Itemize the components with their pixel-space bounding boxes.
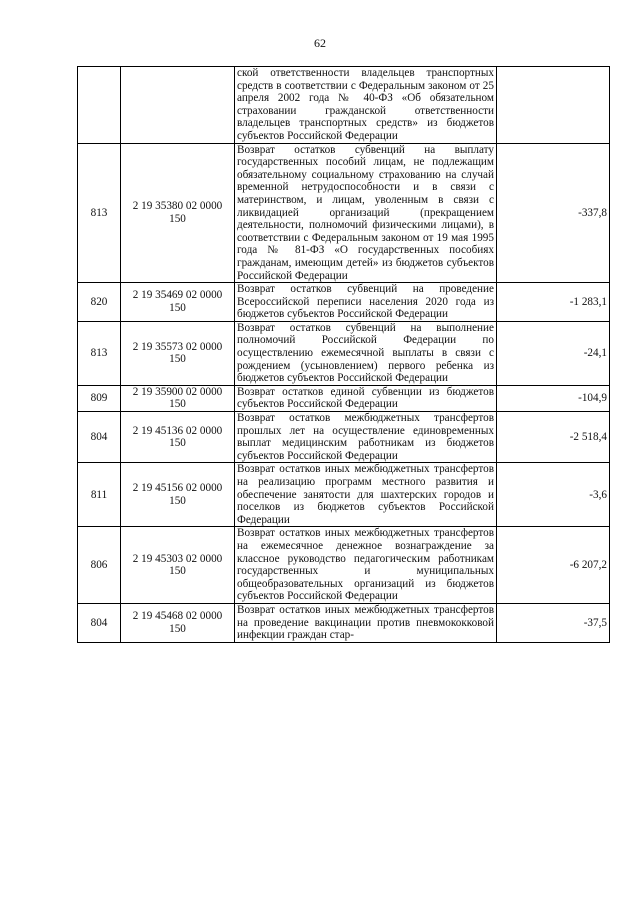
table-row [78, 527, 610, 604]
amount-cell: -6 207,2 [497, 527, 610, 604]
description-cell: Возврат остатков межбюджетных трансфертов прошлых лет на осуществление единовременных выплат медицинским работникам из бюджетов субъектов Российской Федерации [235, 412, 497, 463]
amount-cell: -2 518,4 [497, 412, 610, 463]
kbk-code-cell: 2 19 45156 02 0000 150 [121, 463, 235, 527]
kbk-code-cell: 2 19 35573 02 0000 150 [121, 321, 235, 385]
kbk-code-cell: 2 19 35469 02 0000 150 [121, 283, 235, 322]
table-row [78, 603, 610, 642]
kbk-code-cell: 2 19 45468 02 0000 150 [121, 603, 235, 642]
description-cell: Возврат остатков субвенций на выплату государственных пособий лицам, не подлежащим обязательному социальному страхованию на случай временной нетрудоспособности и в связи с материнством, и лицам, уволенным в связи с ликвидацией организаций (прекращением деятельности, полномочий физическими лицами), в соответствии с Федеральным законом от 19 мая 1995 года № 81-ФЗ «О государственных пособиях гражданам, имеющим детей» из бюджетов субъектов Российской Федерации [235, 143, 497, 283]
table-row [78, 283, 610, 322]
admin-code-cell: 804 [78, 603, 121, 642]
table-row [78, 67, 610, 144]
admin-code-cell: 813 [78, 143, 121, 283]
amount-cell: -37,5 [497, 603, 610, 642]
amount-cell: -337,8 [497, 143, 610, 283]
description-cell: Возврат остатков единой субвенции из бюджетов субъектов Российской Федерации [235, 385, 497, 411]
table-row [78, 463, 610, 527]
kbk-code-cell: 2 19 35900 02 0000 150 [121, 385, 235, 411]
table-row [78, 385, 610, 411]
admin-code-cell: 820 [78, 283, 121, 322]
kbk-code-cell [121, 67, 235, 144]
budget-returns-table [77, 66, 610, 643]
admin-code-cell: 809 [78, 385, 121, 411]
description-cell: Возврат остатков иных межбюджетных трансфертов на реализацию программ местного развития и обеспечение занятости для шахтерских городов и поселков из бюджетов субъектов Российской Федерации [235, 463, 497, 527]
kbk-code-cell: 2 19 45136 02 0000 150 [121, 412, 235, 463]
amount-cell [497, 67, 610, 144]
amount-cell: -1 283,1 [497, 283, 610, 322]
amount-cell: -24,1 [497, 321, 610, 385]
page-number: 62 [314, 36, 326, 50]
kbk-code-cell: 2 19 45303 02 0000 150 [121, 527, 235, 604]
amount-cell: -104,9 [497, 385, 610, 411]
description-cell: Возврат остатков иных межбюджетных трансфертов на ежемесячное денежное вознаграждение за классное руководство педагогическим работникам государственных и муниципальных общеобразовательных организаций из бюджетов субъектов Российской Федерации [235, 527, 497, 604]
admin-code-cell: 806 [78, 527, 121, 604]
description-cell: Возврат остатков субвенций на выполнение полномочий Российской Федерации по осуществлению ежемесячной выплаты в связи с рождением (усыновлением) первого ребенка из бюджетов субъектов Российской Федерации [235, 321, 497, 385]
admin-code-cell: 811 [78, 463, 121, 527]
description-cell: Возврат остатков субвенций на проведение Всероссийской переписи населения 2020 года из бюджетов субъектов Российской Федерации [235, 283, 497, 322]
admin-code-cell: 804 [78, 412, 121, 463]
admin-code-cell [78, 67, 121, 144]
table-row [78, 143, 610, 283]
description-cell: ской ответственности владельцев транспортных средств в соответствии с Федеральным законом от 25 апреля 2002 года № 40-ФЗ «Об обязательном страховании гражданской ответственности владельцев транспортных средств» из бюджетов субъектов Российской Федерации [235, 67, 497, 144]
admin-code-cell: 813 [78, 321, 121, 385]
amount-cell: -3,6 [497, 463, 610, 527]
table-row [78, 321, 610, 385]
table-row [78, 412, 610, 463]
description-cell: Возврат остатков иных межбюджетных трансфертов на проведение вакцинации против пневмококковой инфекции граждан стар- [235, 603, 497, 642]
kbk-code-cell: 2 19 35380 02 0000 150 [121, 143, 235, 283]
